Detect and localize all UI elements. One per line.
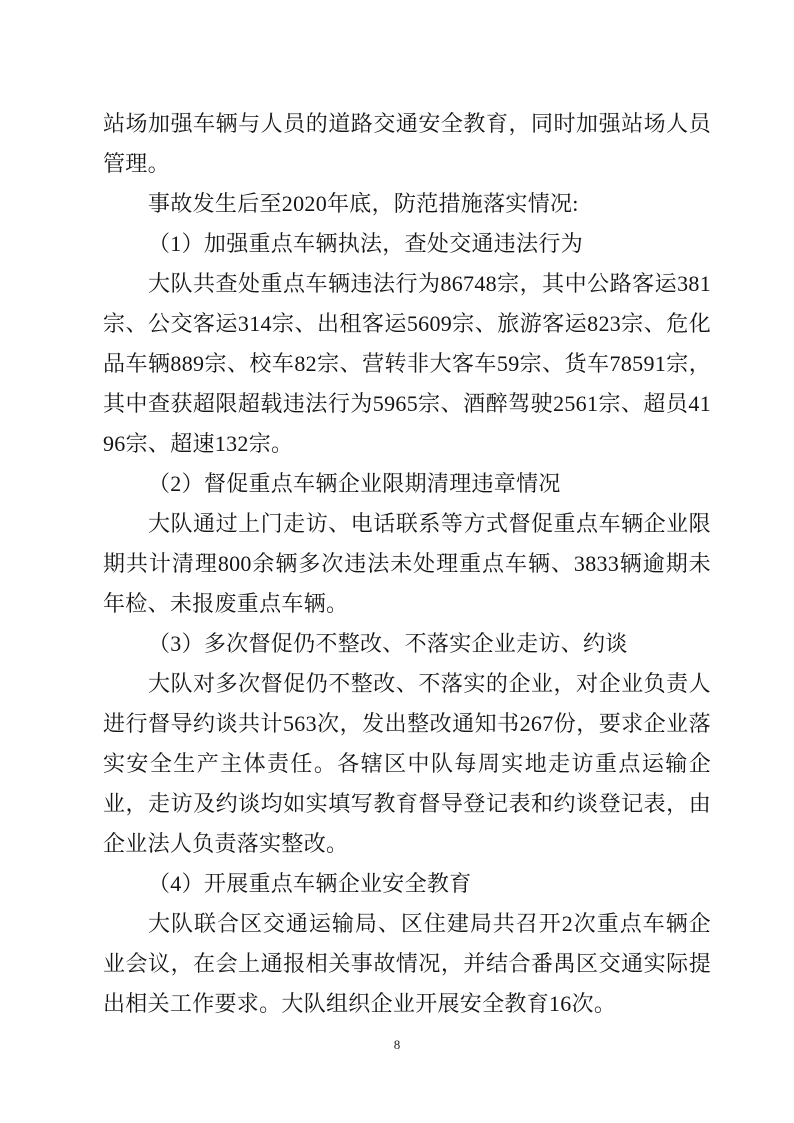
paragraph-measures-intro: 事故发生后至2020年底，防范措施落实情况: <box>148 191 579 216</box>
paragraph-interviews: 大队对多次督促仍不整改、不落实的企业，对企业负责人进行督导约谈共计563次，发出整改通知书267份，要求企业落实安全生产主体责任。各辖区中队每周实地走访重点运输企业，走访及约谈均如实填写教育督导登记表和约谈登记表，由企业法人负责落实整改。 <box>103 671 711 856</box>
heading-item-3: （3）多次督促仍不整改、不落实企业走访、约谈 <box>148 631 628 656</box>
paragraph-enforcement-stats: 大队共查处重点车辆违法行为86748宗，其中公路客运381宗、公交客运314宗、出租客运5609宗、旅游客运823宗、危化品车辆889宗、校车82宗、营转非大客车59宗、货车78591宗，其中查获超限超载违法行为5965宗、酒醉驾驶2561宗、超员4196宗、超速132宗。 <box>103 271 711 456</box>
paragraph-violation-cleanup: 大队通过上门走访、电话联系等方式督促重点车辆企业限期共计清理800余辆多次违法未处理重点车辆、3833辆逾期未年检、未报废重点车辆。 <box>103 511 711 616</box>
heading-item-2: （2）督促重点车辆企业限期清理违章情况 <box>148 471 561 496</box>
page-footer <box>0 1036 794 1054</box>
paragraph-continuation: 站场加强车辆与人员的道路交通安全教育，同时加强站场人员管理。 <box>103 111 711 176</box>
page-number: 8 <box>393 1037 401 1052</box>
heading-item-4: （4）开展重点车辆企业安全教育 <box>148 871 472 896</box>
document-body <box>103 104 711 1024</box>
paragraph-safety-education: 大队联合区交通运输局、区住建局共召开2次重点车辆企业会议，在会上通报相关事故情况，并结合番禺区交通实际提出相关工作要求。大队组织企业开展安全教育16次。 <box>103 911 711 1016</box>
heading-item-1: （1）加强重点车辆执法，查处交通违法行为 <box>148 231 584 256</box>
